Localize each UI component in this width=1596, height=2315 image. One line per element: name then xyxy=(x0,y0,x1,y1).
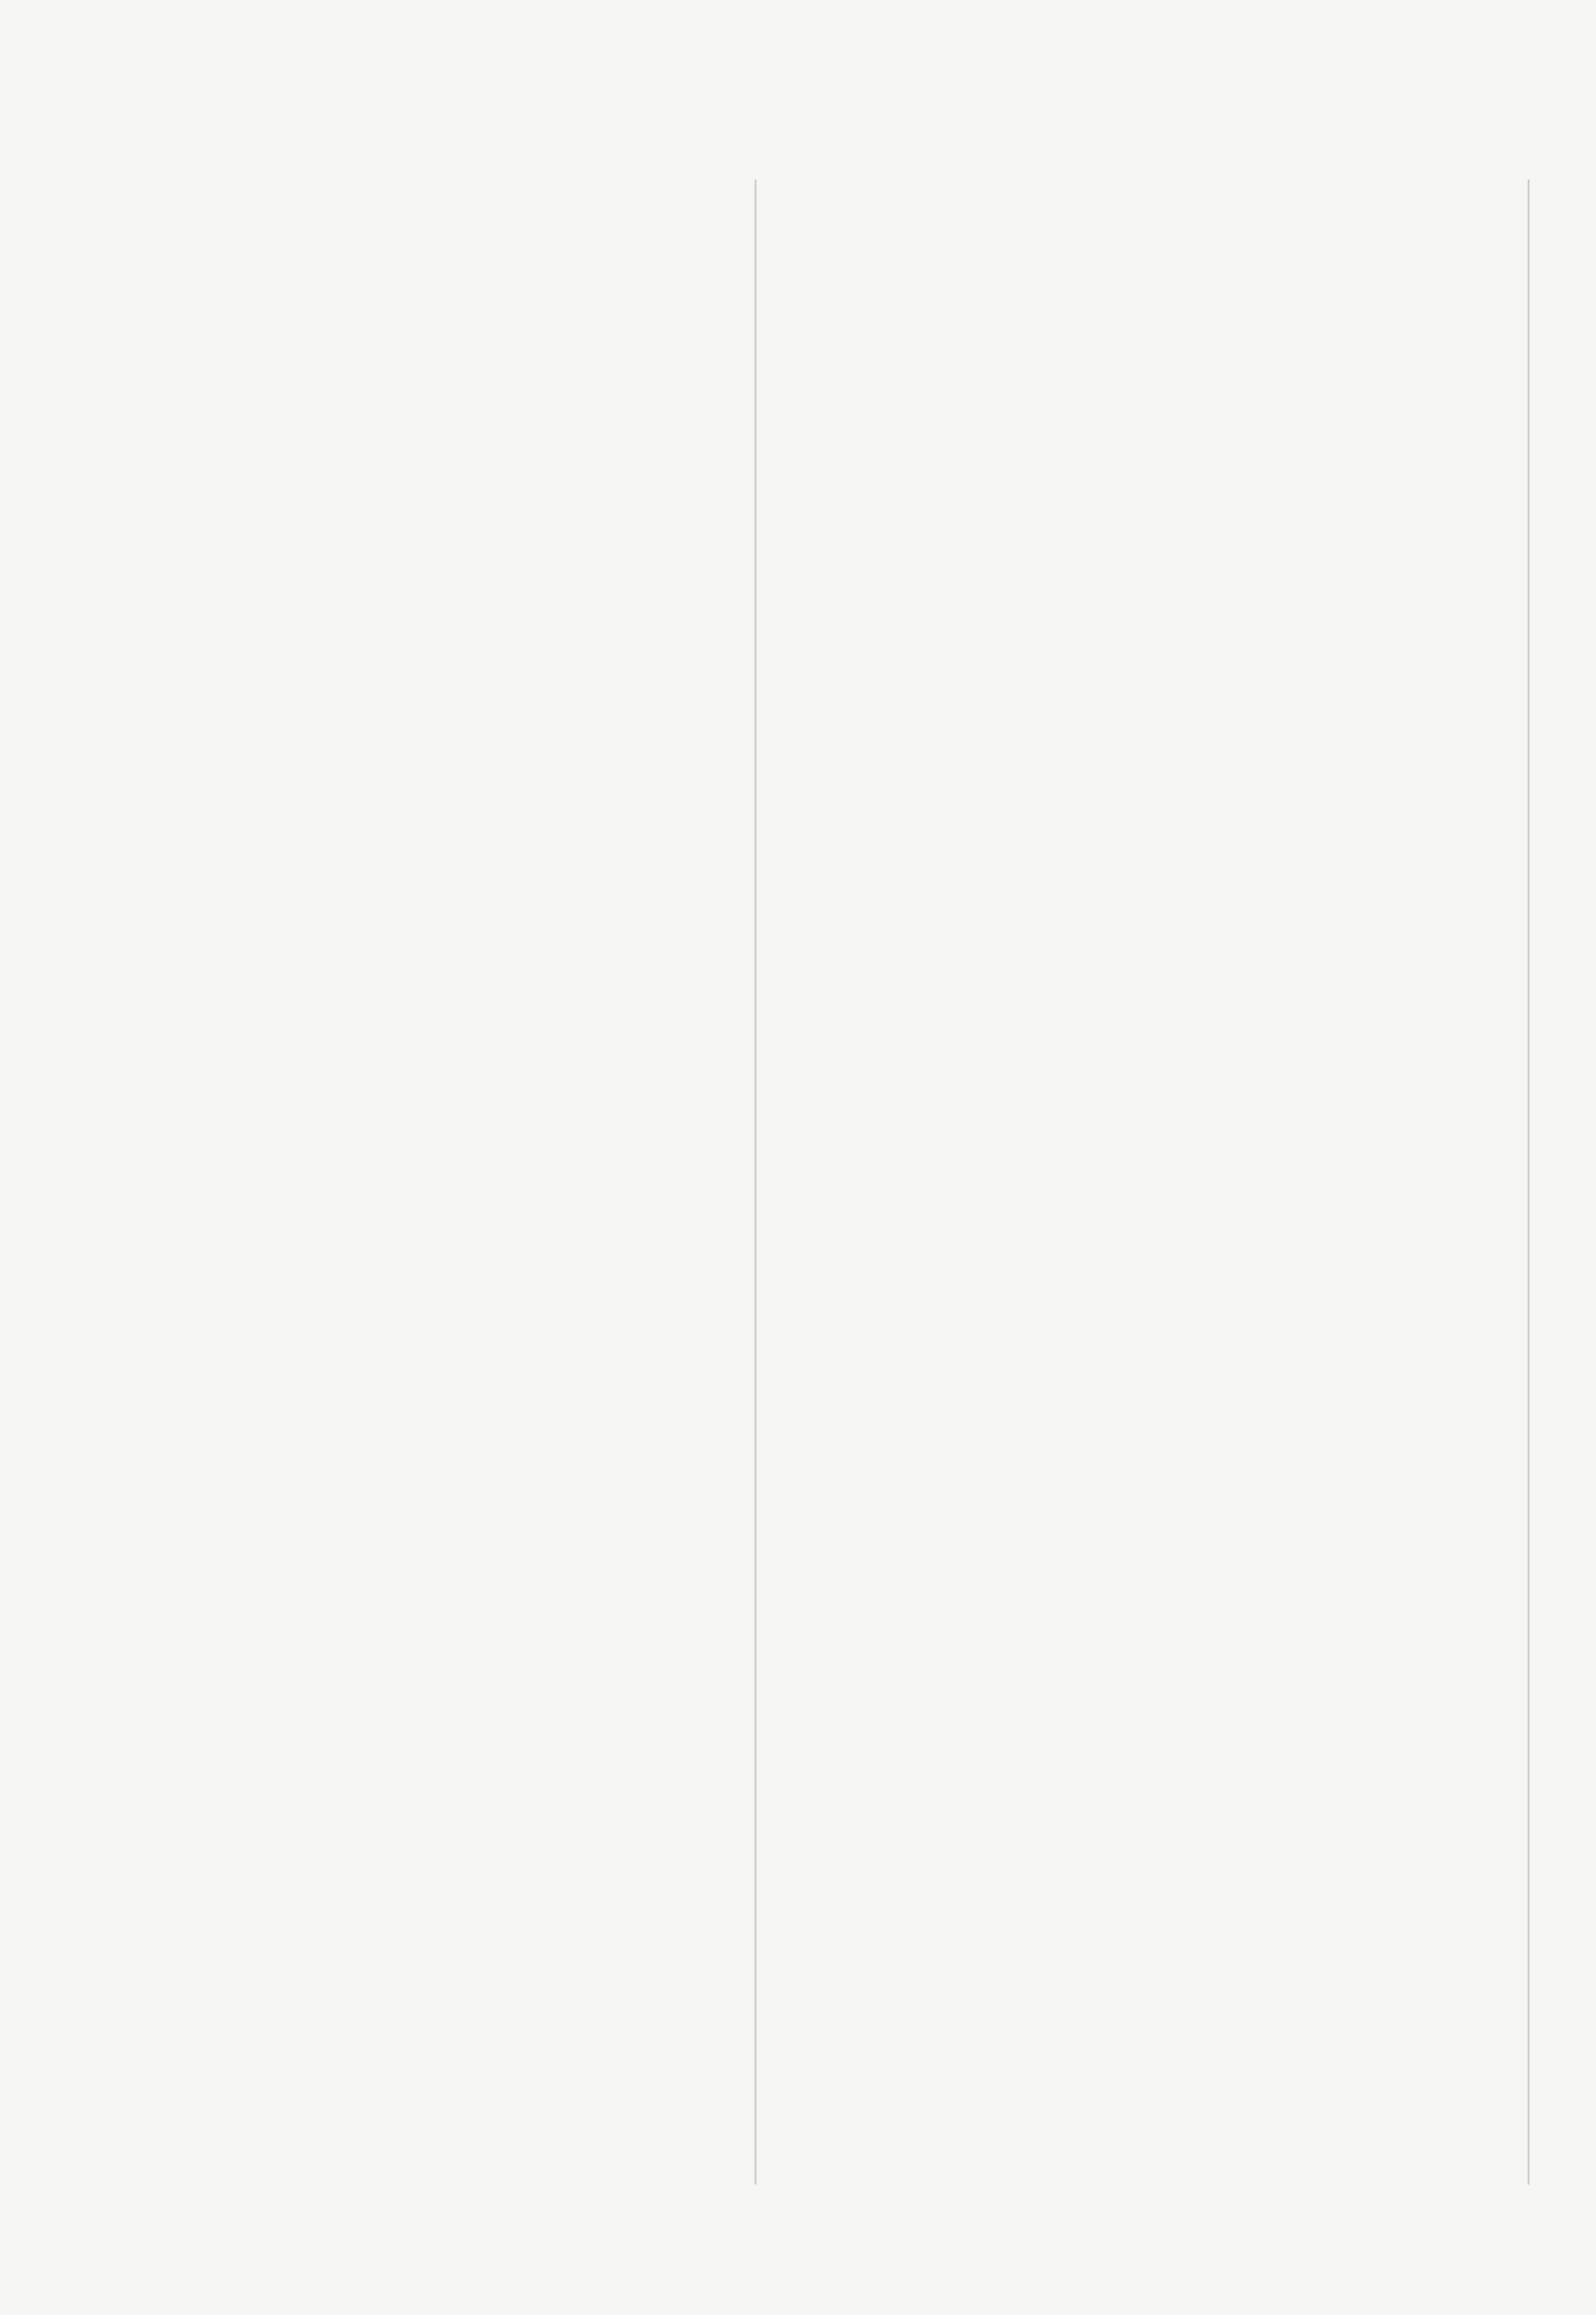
left-column xyxy=(0,0,753,2315)
column-divider-left xyxy=(755,179,756,2185)
column-divider-right xyxy=(1528,179,1529,2185)
middle-column xyxy=(770,0,1523,2315)
